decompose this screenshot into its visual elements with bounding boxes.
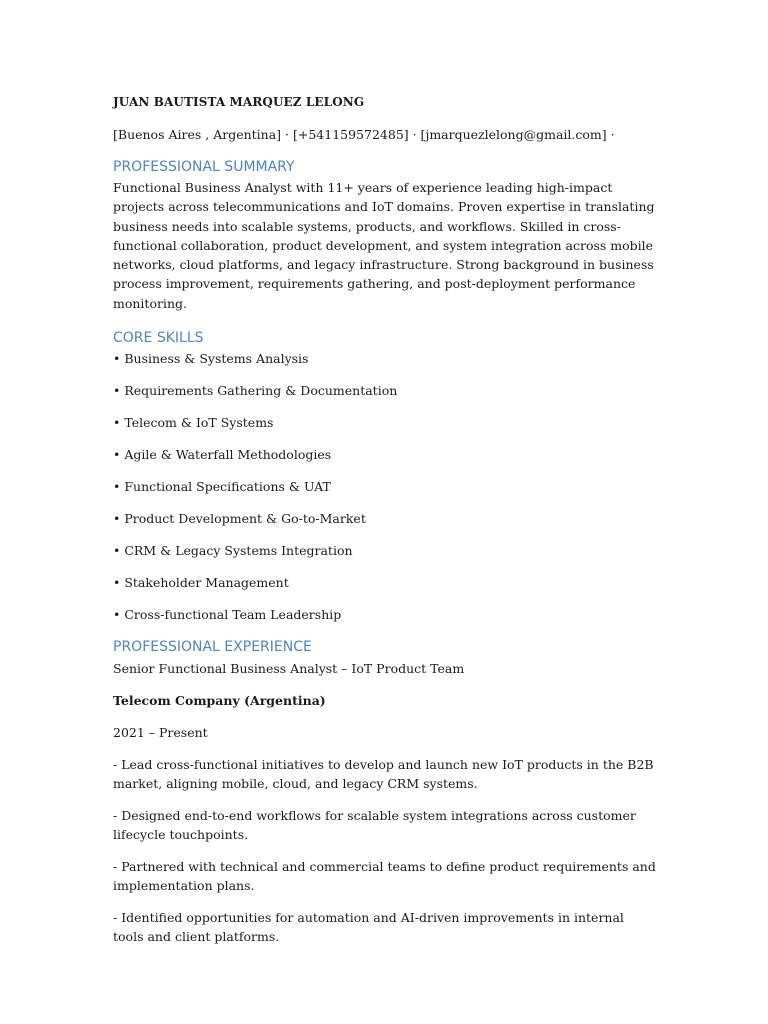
experience-bullet: - Lead cross-functional initiatives to develop and launch new IoT products in the B2B market, aligning mobile, cloud, and legacy CRM systems. — [113, 757, 654, 792]
summary-text: Functional Business Analyst with 11+ years of experience leading high-impact projects across telecommunications and IoT domains. Proven expertise in translating business needs into scalable systems, products, and workflows. Skilled in cross-functional collaboration, product development, and system integration across mobile networks, cloud platforms, and legacy infrastructure. Strong background in business process improvement, requirements gathering, and post-deployment performance monitoring. — [113, 180, 655, 311]
company-name: Telecom Company (Argentina) — [113, 693, 326, 709]
skill-item: • Requirements Gathering & Documentation — [113, 383, 398, 399]
resume-page — [113, 93, 658, 946]
skill-item: • Functional Specifications & UAT — [113, 479, 331, 495]
experience-bullet: - Identified opportunities for automation and AI-driven improvements in internal tools and client platforms. — [113, 910, 624, 945]
experience-bullets — [113, 755, 658, 946]
skill-item: • Cross-functional Team Leadership — [113, 607, 342, 623]
experience-bullet: - Partnered with technical and commercial teams to define product requirements and implementation plans. — [113, 859, 656, 894]
skill-item: • Agile & Waterfall Methodologies — [113, 447, 332, 463]
contact-line: [Buenos Aires , Argentina] · [+541159572485] · [jmarquezlelong@gmail.com] · — [113, 127, 615, 142]
job-dates: 2021 – Present — [113, 725, 208, 741]
experience-bullet: - Designed end-to-end workflows for scalable system integrations across customer lifecycle touchpoints. — [113, 808, 636, 843]
skill-item: • Business & Systems Analysis — [113, 351, 309, 367]
skill-item: • CRM & Legacy Systems Integration — [113, 543, 353, 559]
skill-item: • Telecom & IoT Systems — [113, 415, 274, 431]
candidate-name: JUAN BAUTISTA MARQUEZ LELONG — [113, 95, 365, 109]
experience-heading: PROFESSIONAL EXPERIENCE — [113, 639, 312, 656]
skills-heading: CORE SKILLS — [113, 330, 204, 347]
skill-item: • Product Development & Go-to-Market — [113, 511, 366, 527]
skills-list — [113, 349, 658, 624]
summary-heading: PROFESSIONAL SUMMARY — [113, 159, 295, 175]
job-title: Senior Functional Business Analyst – IoT Product Team — [113, 661, 465, 677]
skill-item: • Stakeholder Management — [113, 575, 289, 591]
